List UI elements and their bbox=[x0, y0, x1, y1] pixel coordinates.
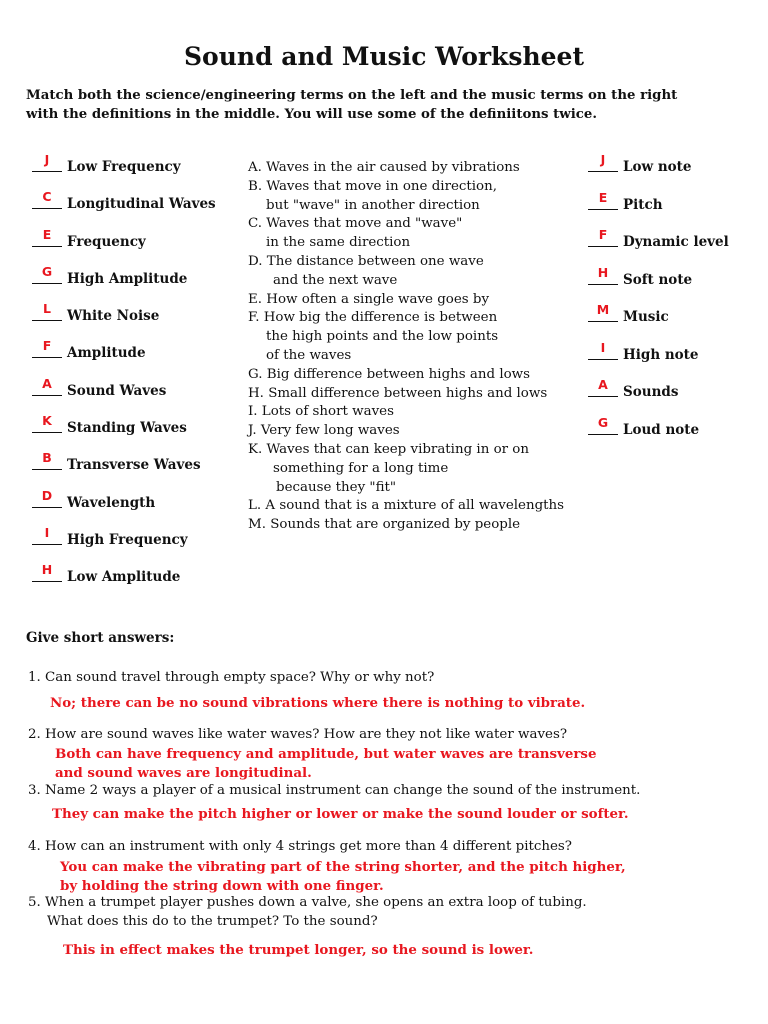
term-label: Transverse Waves bbox=[67, 457, 201, 474]
answer-letter[interactable]: G bbox=[597, 414, 609, 430]
answer-blank[interactable] bbox=[32, 357, 62, 358]
term-label: Pitch bbox=[623, 196, 663, 213]
term-label: Longitudinal Waves bbox=[67, 196, 216, 213]
answer-letter[interactable]: B bbox=[42, 450, 52, 466]
term-label: Low Amplitude bbox=[67, 569, 181, 586]
answer-letter[interactable]: J bbox=[44, 152, 50, 167]
answer-letter[interactable]: J bbox=[600, 152, 606, 167]
term-label: Low note bbox=[623, 159, 692, 175]
answer-blank[interactable] bbox=[588, 434, 618, 435]
answer-letter[interactable]: F bbox=[42, 338, 52, 354]
answer-2-line-2[interactable]: and sound waves are longitudinal. bbox=[55, 765, 312, 781]
answer-blank[interactable] bbox=[32, 581, 62, 582]
answer-1[interactable]: No; there can be no sound vibrations where there is nothing to vibrate. bbox=[50, 695, 586, 711]
term-label: Loud note bbox=[623, 421, 700, 438]
answer-blank[interactable] bbox=[588, 171, 618, 172]
term-row bbox=[588, 375, 758, 413]
answer-5[interactable]: This in effect makes the trumpet longer, so the sound is lower. bbox=[63, 942, 534, 958]
answer-3[interactable]: They can make the pitch higher or lower or make the sound louder or softer. bbox=[52, 806, 629, 822]
definition-line: K. Waves that can keep vibrating in or on bbox=[248, 441, 529, 457]
definition-line: the high points and the low points bbox=[266, 329, 499, 345]
definition-line: G. Big difference between highs and lows bbox=[248, 366, 531, 382]
term-row bbox=[32, 225, 252, 262]
definition-line: I. Lots of short waves bbox=[248, 404, 394, 420]
term-row bbox=[32, 299, 252, 336]
term-row bbox=[588, 225, 758, 263]
term-row bbox=[32, 262, 252, 299]
answer-blank[interactable] bbox=[32, 469, 62, 470]
answer-letter[interactable]: K bbox=[42, 413, 52, 429]
music-terms-column bbox=[588, 150, 758, 450]
answer-blank[interactable] bbox=[32, 432, 62, 433]
term-row bbox=[32, 448, 252, 485]
answer-2-line-1[interactable]: Both can have frequency and amplitude, but water waves are transverse bbox=[55, 746, 597, 762]
term-row bbox=[32, 560, 252, 597]
term-row bbox=[588, 300, 758, 338]
term-row bbox=[32, 374, 252, 411]
definition-line: D. The distance between one wave bbox=[248, 253, 484, 269]
definition-line: M. Sounds that are organized by people bbox=[248, 517, 521, 533]
definition-line: H. Small difference between highs and lows bbox=[248, 385, 548, 401]
answer-blank[interactable] bbox=[588, 396, 618, 397]
worksheet-title: Sound and Music Worksheet bbox=[184, 42, 584, 71]
answer-letter[interactable]: D bbox=[41, 487, 53, 503]
term-label: Sound Waves bbox=[67, 382, 167, 399]
answer-blank[interactable] bbox=[32, 320, 62, 321]
answer-letter[interactable]: G bbox=[41, 263, 53, 279]
answer-blank[interactable] bbox=[32, 246, 62, 247]
instructions-line: with the definitions in the middle. You will use some of the definiitons twice. bbox=[26, 107, 597, 122]
answer-blank[interactable] bbox=[32, 544, 62, 545]
definition-line: because they "fit" bbox=[276, 479, 397, 495]
term-row bbox=[588, 150, 758, 188]
definition-line: F. How big the difference is between bbox=[248, 310, 498, 326]
answer-blank[interactable] bbox=[32, 208, 62, 209]
term-label: Wavelength bbox=[67, 494, 156, 511]
answer-letter[interactable]: H bbox=[597, 264, 609, 280]
science-terms-column bbox=[32, 150, 252, 598]
definition-line: L. A sound that is a mixture of all wavelengths bbox=[248, 498, 565, 514]
term-row bbox=[32, 150, 252, 187]
term-label: Standing Waves bbox=[67, 420, 187, 437]
short-answers-heading: Give short answers: bbox=[26, 630, 175, 646]
term-label: Frequency bbox=[67, 233, 146, 250]
answer-letter[interactable]: M bbox=[596, 302, 610, 317]
answer-blank[interactable] bbox=[588, 321, 618, 322]
answer-blank[interactable] bbox=[32, 283, 62, 284]
definition-line: of the waves bbox=[266, 347, 352, 363]
term-row bbox=[588, 263, 758, 301]
definition-line: E. How often a single wave goes by bbox=[248, 291, 490, 307]
answer-letter[interactable]: F bbox=[598, 227, 608, 242]
definition-line: something for a long time bbox=[273, 460, 449, 476]
term-row bbox=[32, 336, 252, 373]
term-row bbox=[588, 188, 758, 226]
term-row bbox=[32, 411, 252, 448]
term-label: White Noise bbox=[67, 308, 160, 325]
question-1: 1. Can sound travel through empty space? Why or why not? bbox=[28, 670, 435, 685]
term-row bbox=[32, 486, 252, 523]
term-label: High Frequency bbox=[67, 531, 188, 548]
term-row bbox=[588, 413, 758, 451]
instructions-line: Match both the science/engineering terms on the left and the music terms on the right bbox=[26, 88, 678, 103]
definition-line: in the same direction bbox=[266, 235, 411, 251]
answer-letter[interactable]: A bbox=[42, 375, 52, 391]
definition-line: J. Very few long waves bbox=[248, 423, 400, 439]
answer-letter[interactable]: I bbox=[44, 524, 50, 540]
term-label: Dynamic level bbox=[623, 234, 729, 250]
instructions bbox=[26, 86, 746, 124]
definition-line: and the next wave bbox=[273, 272, 398, 288]
answer-letter[interactable]: I bbox=[600, 339, 606, 355]
definitions-list bbox=[248, 159, 598, 535]
term-row bbox=[32, 187, 252, 224]
answer-blank[interactable] bbox=[588, 209, 618, 210]
term-label: Soft note bbox=[623, 271, 693, 288]
answer-letter[interactable]: E bbox=[42, 226, 52, 242]
term-row bbox=[588, 338, 758, 376]
answer-letter[interactable]: H bbox=[41, 562, 53, 578]
definition-line: but "wave" in another direction bbox=[266, 197, 480, 213]
answer-4-line-2[interactable]: by holding the string down with one finger. bbox=[60, 878, 384, 894]
question-5-line-2: What does this do to the trumpet? To the sound? bbox=[47, 914, 378, 929]
definition-line: A. Waves in the air caused by vibrations bbox=[248, 160, 520, 175]
question-5-line-1: 5. When a trumpet player pushes down a valve, she opens an extra loop of tubing. bbox=[28, 895, 587, 910]
term-label: High Amplitude bbox=[67, 270, 188, 287]
term-row bbox=[32, 523, 252, 560]
term-label: High note bbox=[623, 346, 699, 363]
answer-blank[interactable] bbox=[588, 359, 618, 360]
answer-blank[interactable] bbox=[32, 171, 62, 172]
term-label: Music bbox=[623, 309, 669, 325]
answer-4-line-1[interactable]: You can make the vibrating part of the string shorter, and the pitch higher, bbox=[60, 859, 626, 875]
definition-line: C. Waves that move and "wave" bbox=[248, 216, 463, 232]
answer-letter[interactable]: L bbox=[43, 301, 51, 317]
definition-line: B. Waves that move in one direction, bbox=[248, 178, 498, 194]
question-3: 3. Name 2 ways a player of a musical instrument can change the sound of the instrument. bbox=[28, 783, 641, 798]
answer-blank[interactable] bbox=[32, 507, 62, 508]
answer-letter[interactable]: C bbox=[42, 189, 52, 205]
answer-blank[interactable] bbox=[32, 395, 62, 396]
question-2: 2. How are sound waves like water waves? How are they not like water waves? bbox=[28, 727, 567, 742]
term-label: Sounds bbox=[623, 384, 679, 400]
answer-letter[interactable]: A bbox=[598, 377, 608, 392]
answer-letter[interactable]: E bbox=[598, 189, 608, 205]
term-label: Amplitude bbox=[67, 345, 146, 362]
question-4: 4. How can an instrument with only 4 strings get more than 4 different pitches? bbox=[28, 839, 572, 854]
term-label: Low Frequency bbox=[67, 159, 181, 175]
answer-blank[interactable] bbox=[588, 284, 618, 285]
answer-blank[interactable] bbox=[588, 246, 618, 247]
